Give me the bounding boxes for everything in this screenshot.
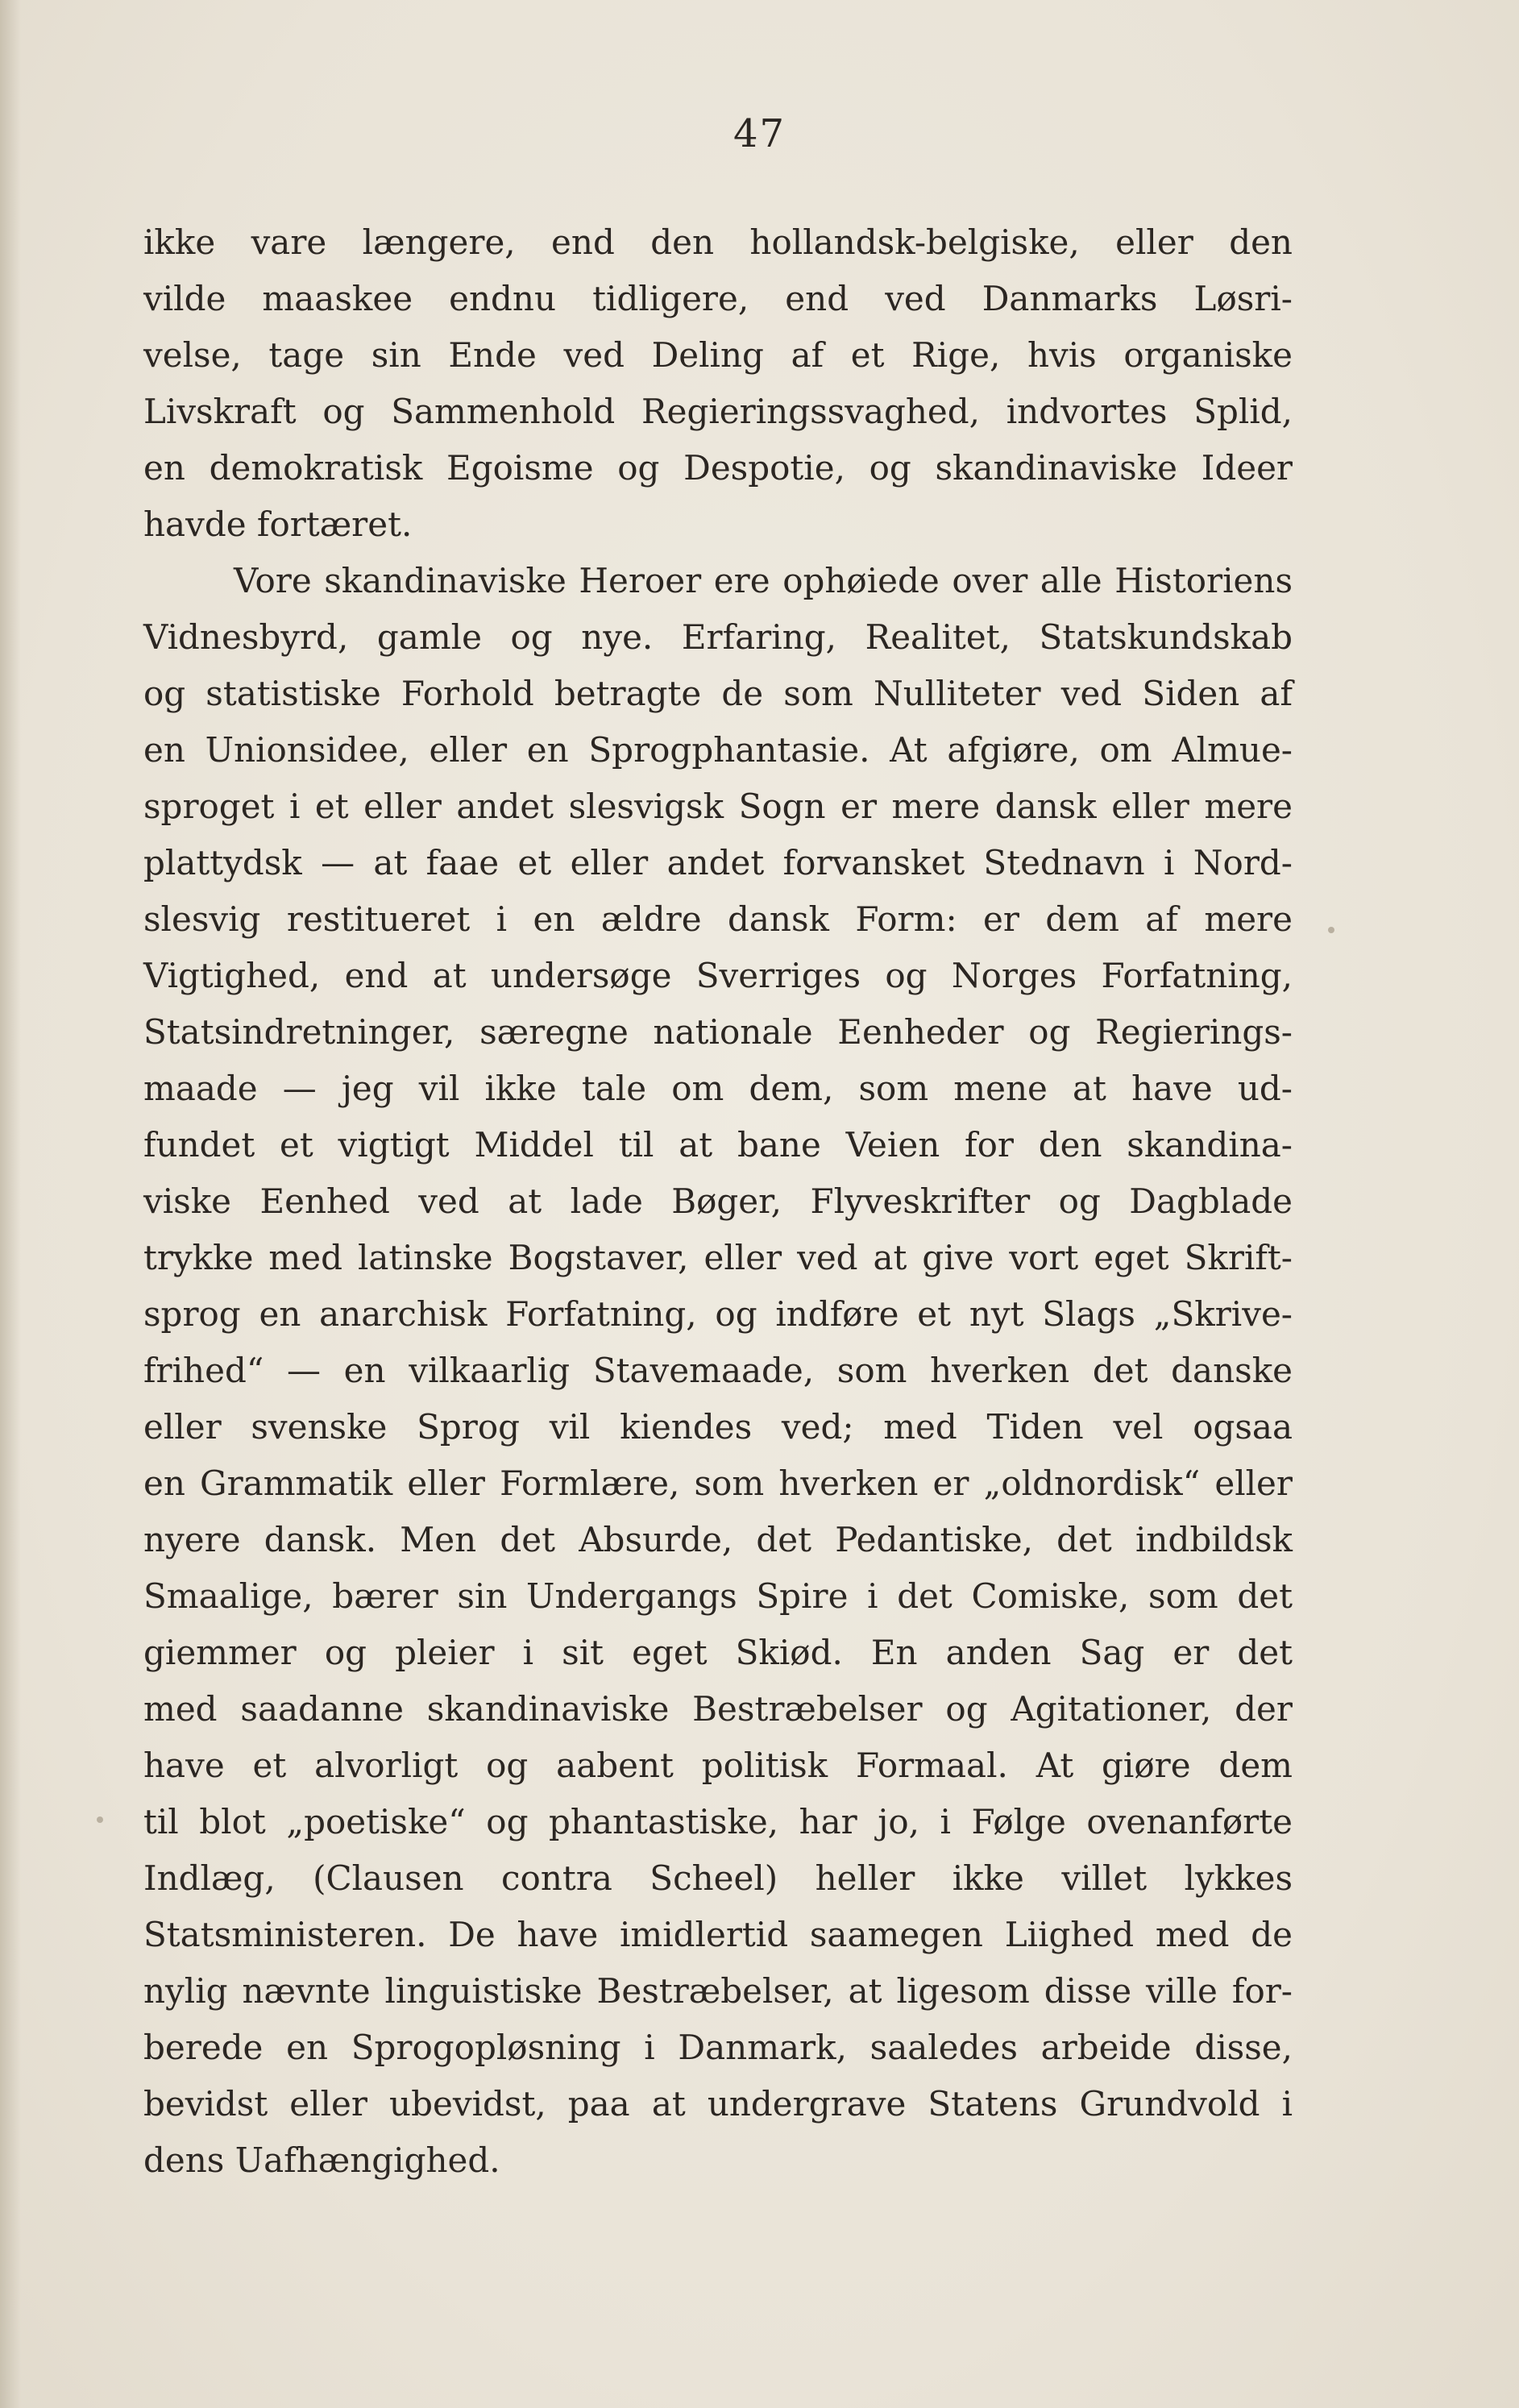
text-line: dens Uafhængighed. bbox=[143, 2140, 500, 2180]
page-number: 47 bbox=[733, 111, 786, 156]
body-text bbox=[143, 214, 1293, 2189]
text-line: Vore skandinaviske Heroer ere ophøiede over alle Historiens bbox=[234, 561, 1293, 600]
text-line: berede en Sprogopløsning i Danmark, saaledes arbeide disse, bbox=[143, 2028, 1293, 2067]
text-line: velse, tage sin Ende ved Deling af et Rige, hvis organiske bbox=[143, 335, 1293, 375]
text-line: giemmer og pleier i sit eget Skiød. En anden Sag er det bbox=[143, 1633, 1293, 1672]
paragraph bbox=[143, 214, 1293, 553]
text-line: trykke med latinske Bogstaver, eller ved at give vort eget Skrift- bbox=[143, 1238, 1293, 1277]
text-line: Vigtighed, end at undersøge Sverriges og Norges Forfatning, bbox=[143, 956, 1293, 995]
text-line: vilde maaskee endnu tidligere, end ved Danmarks Løsri- bbox=[143, 279, 1293, 318]
text-line: en demokratisk Egoisme og Despotie, og skandinaviske Ideer bbox=[143, 448, 1293, 488]
text-line: fundet et vigtigt Middel til at bane Veien for den skandina- bbox=[143, 1125, 1293, 1165]
text-line: Smaalige, bærer sin Undergangs Spire i det Comiske, som det bbox=[143, 1576, 1293, 1616]
text-line: maade — jeg vil ikke tale om dem, som mene at have ud- bbox=[143, 1069, 1293, 1108]
text-line: nyere dansk. Men det Absurde, det Pedantiske, det indbildsk bbox=[143, 1520, 1293, 1559]
text-line: til blot „poetiske“ og phantastiske, har jo, i Følge ovenanførte bbox=[143, 1802, 1293, 1841]
text-line: havde fortæret. bbox=[143, 504, 413, 544]
text-line: eller svenske Sprog vil kiendes ved; med Tiden vel ogsaa bbox=[143, 1407, 1293, 1447]
text-line: have et alvorligt og aabent politisk Formaal. At giøre dem bbox=[143, 1746, 1293, 1785]
paper-speck bbox=[97, 1816, 103, 1823]
paragraph bbox=[143, 553, 1293, 2189]
text-line: frihed“ — en vilkaarlig Stavemaade, som hverken det danske bbox=[143, 1351, 1293, 1390]
text-line: en Unionsidee, eller en Sprogphantasie. At afgiøre, om Almue- bbox=[143, 730, 1293, 770]
text-line: plattydsk — at faae et eller andet forvansket Stednavn i Nord- bbox=[143, 843, 1293, 882]
text-line: Statsindretninger, særegne nationale Eenheder og Regierings- bbox=[143, 1012, 1293, 1052]
text-line: nylig nævnte linguistiske Bestræbelser, at ligesom disse ville for- bbox=[143, 1971, 1293, 2011]
text-line: og statistiske Forhold betragte de som Nulliteter ved Siden af bbox=[143, 674, 1293, 713]
text-line: sprog en anarchisk Forfatning, og indføre et nyt Slags „Skrive- bbox=[143, 1294, 1293, 1334]
page-edge-shadow bbox=[0, 0, 21, 2408]
text-line: med saadanne skandinaviske Bestræbelser og Agitationer, der bbox=[143, 1689, 1293, 1729]
paper-speck bbox=[1328, 927, 1334, 933]
text-line: bevidst eller ubevidst, paa at undergrave Statens Grundvold i bbox=[143, 2084, 1293, 2124]
text-line: Indlæg, (Clausen contra Scheel) heller ikke villet lykkes bbox=[143, 1858, 1293, 1898]
text-line: Livskraft og Sammenhold Regieringssvaghed, indvortes Splid, bbox=[143, 392, 1293, 431]
text-line: viske Eenhed ved at lade Bøger, Flyveskrifter og Dagblade bbox=[143, 1181, 1293, 1221]
text-line: en Grammatik eller Formlære, som hverken er „oldnordisk“ eller bbox=[143, 1463, 1293, 1503]
text-line: Vidnesbyrd, gamle og nye. Erfaring, Realitet, Statskundskab bbox=[143, 617, 1293, 657]
text-line: sproget i et eller andet slesvigsk Sogn er mere dansk eller mere bbox=[143, 787, 1293, 826]
text-line: slesvig restitueret i en ældre dansk Form: er dem af mere bbox=[143, 899, 1293, 939]
text-line: ikke vare længere, end den hollandsk-belgiske, eller den bbox=[143, 222, 1293, 262]
text-line: Statsministeren. De have imidlertid saamegen Liighed med de bbox=[143, 1915, 1293, 1954]
